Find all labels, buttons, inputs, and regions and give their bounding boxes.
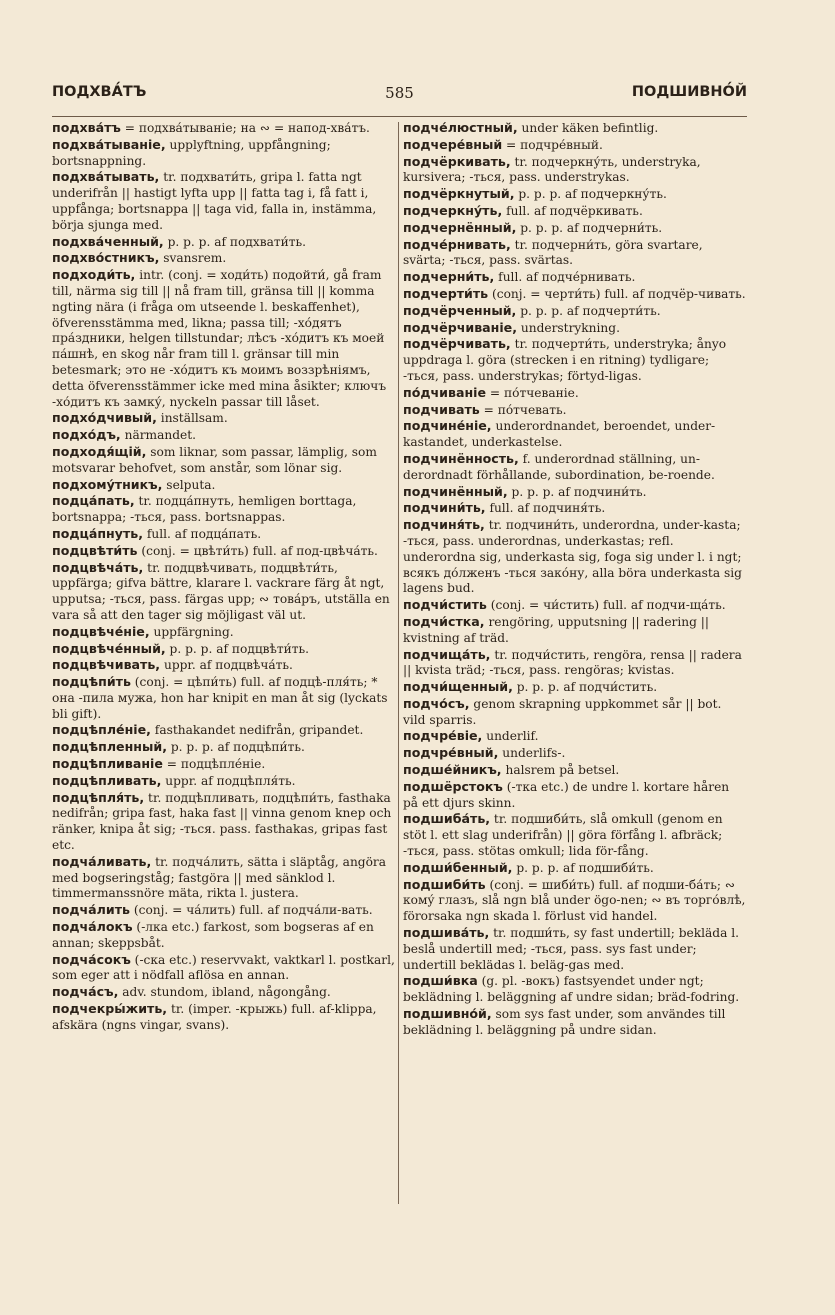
dictionary-entry <box>403 385 747 402</box>
dictionary-entry <box>52 657 396 674</box>
entry-headword: подчекры́жить, <box>52 1001 168 1017</box>
entry-headword: подхво́стникъ, <box>52 250 160 266</box>
entry-definition: p. p. p. af подчи́стить. <box>512 680 658 695</box>
entry-headword: подца́пнуть, <box>52 525 144 541</box>
dictionary-entry <box>403 877 747 925</box>
dictionary-entry <box>52 952 396 985</box>
dictionary-entry <box>52 902 396 919</box>
dictionary-entry <box>52 624 396 641</box>
entry-definition: = по́тчеваніе. <box>486 385 579 400</box>
dictionary-entry <box>52 756 396 773</box>
dictionary-entry <box>403 517 747 597</box>
entry-definition: tr. подцѣпливать, подцѣпи́ть, fasthaka nedifrån; gripa fast, haka fast || vinna genom knep och ränker, knipa åt sig; -ться. pass. fasthakas, gripas fast etc. <box>52 790 392 853</box>
entry-headword: подчивать <box>403 401 480 417</box>
dictionary-entry <box>403 973 747 1006</box>
left-column <box>52 120 396 1034</box>
entry-definition: inställsam. <box>156 411 228 426</box>
dictionary-entry <box>52 526 396 543</box>
entry-definition: p. p. p. af подчерни́ть. <box>516 220 663 235</box>
dictionary-entry <box>52 739 396 756</box>
dictionary-entry <box>52 773 396 790</box>
entry-headword: подхо́дъ, <box>52 427 121 443</box>
entry-headword: подчёркивать, <box>403 153 511 169</box>
entry-headword: подше́йникъ, <box>403 762 502 778</box>
entry-headword: подча́съ, <box>52 984 119 1000</box>
dictionary-entry <box>403 451 747 484</box>
entry-definition: p. p. p. af подшиби́ть. <box>512 860 654 875</box>
entry-definition: = по́тчевать. <box>479 402 567 417</box>
entry-headword: подши́вка <box>403 973 478 989</box>
entry-definition: genom skrapning uppkommet sår || bot. vild sparris. <box>403 696 722 727</box>
entry-definition: = подцѣпле́ніе. <box>162 757 266 772</box>
entry-headword: подцѣпленный, <box>52 739 167 755</box>
entry-headword: подцвѣчивать, <box>52 657 161 673</box>
entry-headword: подчернённый, <box>403 219 517 235</box>
dictionary-entry <box>403 320 747 337</box>
entry-headword: подча́сокъ <box>52 951 131 967</box>
dictionary-entry <box>52 919 396 952</box>
entry-definition: under käken befintlig. <box>517 121 659 135</box>
entry-headword: подчи́щенный, <box>403 679 513 695</box>
dictionary-entry <box>52 543 396 560</box>
entry-headword: подходя́щій, <box>52 443 147 459</box>
dictionary-entry <box>52 267 396 410</box>
entry-definition: full. af подчиня́ть. <box>485 501 606 516</box>
entry-headword: подшёрстокъ <box>403 778 503 794</box>
entry-definition: (conj. = цѣпи́ть) full. af подцѣ-пля́ть; * она -пила мужа, hon har knipit en man åt sig (lyckats bli gift). <box>52 675 388 721</box>
dictionary-entry <box>403 762 747 779</box>
entry-definition: full. af подца́пать. <box>143 526 262 541</box>
dictionary-entry <box>52 250 396 267</box>
dictionary-entry <box>403 120 747 137</box>
entry-definition: p. p. p. af подчерти́ть. <box>516 303 661 318</box>
entry-definition: tr. подцвѣчивать, подцвѣти́ть, uppfärga; gifva bättre, klarare l. vackrare färg åt ngt, upputsa; -ться, pass. färgas upp; ∾ това́ръ, utställa en vara så att den tager sig möjligast väl ut. <box>52 560 390 622</box>
entry-headword: подчини́ть, <box>403 500 486 516</box>
dictionary-entry <box>52 790 396 854</box>
dictionary-entry <box>52 234 396 251</box>
entry-definition: (conj. = черти́ть) full. af подчёр-чивать. <box>488 286 746 301</box>
entry-definition: p. p. p. af подцѣпи́ть. <box>167 740 305 755</box>
dictionary-entry <box>403 679 747 696</box>
dictionary-entry <box>52 560 396 624</box>
entry-definition: p. p. p. af подхвати́ть. <box>163 234 306 249</box>
header-right-guide-word: ПОДШИВНО́Й <box>631 84 747 100</box>
entry-headword: подшиба́ть, <box>403 811 491 827</box>
entry-headword: подхва́тываніе, <box>52 136 166 152</box>
entry-headword: подхва́тъ <box>52 120 121 135</box>
dictionary-entry <box>403 237 747 270</box>
entry-definition: (-ска etc.) reservvakt, vaktkarl l. postkarl, som eger att i nödfall aflösa en annan. <box>52 952 395 983</box>
dictionary-entry <box>403 269 747 286</box>
entry-definition: tr. подчи́стить, rengöra, rensa || radera || kvista träd; -ться, pass. rengöras; kvistas. <box>403 647 742 678</box>
entry-headword: подходи́ть, <box>52 267 136 283</box>
entry-definition: som sys fast under, som användes till beklädning l. beläggning på undre sidan. <box>403 1007 726 1037</box>
dictionary-entry <box>403 500 747 517</box>
dictionary-entry <box>403 597 747 614</box>
entry-headword: подча́ливать, <box>52 853 152 869</box>
entry-definition: tr. подчерни́ть, göra svartare, svärta; -ться, pass. svärtas. <box>403 237 703 268</box>
entry-definition: p. p. p. af подчини́ть. <box>507 484 647 499</box>
entry-definition: (g. pl. -вокъ) fastsyendet under ngt; beklädning l. beläggning af undre sidan; bräd-fodring. <box>403 974 740 1005</box>
entry-definition: tr. (imper. -крыжь) full. af-klippa, afskära (ngns vingar, svans). <box>52 1002 377 1032</box>
dictionary-entry <box>52 477 396 494</box>
dictionary-entry <box>52 493 396 526</box>
entry-definition: uppr. af подцѣпля́ть. <box>161 773 296 788</box>
entry-definition: (conj. = шиби́ть) full. af подши-ба́ть; ∾ кому́ глазъ, slå ngn blå under ögo-nen; ∾ въ торго́влѣ, förorsaka ngn skada l. förlust vid handel. <box>403 877 746 924</box>
dictionary-entry <box>403 303 747 320</box>
entry-headword: подчре́віе, <box>403 728 483 744</box>
entry-definition: uppfärgning. <box>149 624 234 639</box>
entry-headword: подчёрчиваніе, <box>403 319 518 335</box>
entry-headword: подчинённый, <box>403 483 508 499</box>
entry-headword: подхому́тникъ, <box>52 476 163 492</box>
entry-headword: подцѣпи́ть <box>52 674 131 690</box>
entry-definition: adv. stundom, ibland, någongång. <box>118 985 331 1000</box>
entry-definition: tr. подшиби́ть, slå omkull (genom en stöt l. ett slag underifrån) || göra förfång l. afbräck; -ться, pass. stötas omkull; lida för-fång. <box>403 812 723 859</box>
entry-definition: p. p. p. af подцвѣти́ть. <box>165 641 309 656</box>
dictionary-entry <box>403 484 747 501</box>
dictionary-entry <box>403 779 747 812</box>
entry-headword: подцвѣче́нный, <box>52 640 166 656</box>
entry-definition: intr. (conj. = ходи́ть) подойти́, gå fram till, närma sig till || nå fram till, gränsa till || komma ngting nära (i fråga om utseende l. beskaffenhet), öfverensstämma med, likna; passa till; -хо́дятъ пра́здники, helgen tillstundar; лѣсъ -хо́дитъ къ моей па́шнѣ, en skog når fram till l. gränsar till min betesmark; это не -хо́дитъ къ моимъ воззрѣніямъ, detta öfverensstämmer icke med mina åsikter; ключъ -хо́дитъ къ замку́, nyckeln passar till låset. <box>52 268 387 409</box>
entry-headword: подчи́стить <box>403 597 487 613</box>
dictionary-entry <box>403 336 747 384</box>
entry-headword: подча́локъ <box>52 919 133 935</box>
header-rule <box>52 116 747 117</box>
entry-definition: (-лка etc.) farkost, som bogseras af en annan; skeppsbåt. <box>52 920 374 950</box>
entry-headword: подхва́ченный, <box>52 233 164 249</box>
dictionary-entry <box>52 984 396 1001</box>
dictionary-entry <box>403 203 747 220</box>
entry-definition: (conj. = чи́стить) full. af подчи-ща́ть. <box>486 598 726 613</box>
entry-definition: tr. подчини́ть, underordna, under-kasta; -ться, pass. underordnas, underkastas; refl. underordna sig, underkasta sig, foga sig under l. i ngt; всякъ до́лженъ -ться зако́ну, alla böra underkasta sig lagens bud. <box>403 518 742 596</box>
entry-definition: halsrem på betsel. <box>501 763 620 778</box>
page-header <box>52 84 747 106</box>
entry-headword: по́дчиваніе <box>403 384 487 400</box>
entry-headword: подцвѣче́ніе, <box>52 623 150 639</box>
entry-headword: подчеркну́ть, <box>403 202 503 218</box>
dictionary-entry <box>403 402 747 419</box>
entry-definition: närmandet. <box>120 428 196 443</box>
entry-headword: подчища́ть, <box>403 646 491 662</box>
entry-headword: подче́рнивать, <box>403 236 511 252</box>
entry-headword: подчёркнутый, <box>403 186 515 202</box>
entry-headword: подчерти́ть <box>403 285 489 301</box>
entry-definition: (conj. = ча́лить) full. af подча́ли-вать. <box>129 903 373 918</box>
entry-headword: подчёрчивать, <box>403 336 511 352</box>
dictionary-entry <box>52 641 396 658</box>
entry-headword: подчо́съ, <box>403 695 470 711</box>
entry-definition: underlif. <box>482 729 539 744</box>
entry-headword: подшива́ть, <box>403 925 490 941</box>
dictionary-entry <box>403 925 747 973</box>
entry-definition: (-тка etc.) de undre l. kortare håren på ett djurs skinn. <box>403 779 730 810</box>
entry-definition: f. underordnad ställning, un-derordnadt förhållande, subordination, be-roende. <box>403 451 715 482</box>
entry-definition: svansrem. <box>159 251 227 266</box>
entry-headword: подшивно́й, <box>403 1006 492 1022</box>
entry-headword: подчре́вный, <box>403 745 499 761</box>
entry-definition: tr. подчерти́ть, understryka; ånyo uppdraga l. göra (strecken i en ritning) tydligare; -ться, pass. understrykas; förtyd-ligas. <box>403 337 727 383</box>
entry-definition: upplyftning, uppfångning; bortsnappning. <box>52 137 331 168</box>
entry-headword: подши́бенный, <box>403 859 513 875</box>
column-divider <box>398 122 399 1204</box>
entry-definition: tr. подца́пнуть, hemligen borttaga, bortsnappa; -ться, pass. bortsnappas. <box>52 494 357 525</box>
dictionary-entry <box>403 137 747 154</box>
entry-headword: подчиня́ть, <box>403 517 485 533</box>
dictionary-entry <box>52 169 396 233</box>
entry-headword: подчине́ніе, <box>403 418 492 434</box>
entry-definition: understrykning. <box>517 320 620 335</box>
dictionary-entry <box>52 427 396 444</box>
entry-definition: rengöring, upputsning || radering || kvistning af träd. <box>403 614 709 645</box>
dictionary-entry <box>403 186 747 203</box>
entry-definition: full. af подче́рнивать. <box>494 270 636 285</box>
dictionary-entry <box>52 1001 396 1034</box>
dictionary-entry <box>52 137 396 170</box>
dictionary-entry <box>403 154 747 187</box>
entry-headword: подцвѣча́ть, <box>52 559 144 575</box>
entry-definition: fasthakandet nedifrån, gripandet. <box>150 723 364 738</box>
dictionary-entry <box>52 120 396 137</box>
dictionary-entry <box>403 220 747 237</box>
header-left-guide-word: ПОДХВА́ТЪ <box>52 84 147 100</box>
entry-definition: underordnandet, beroendet, under-kastandet, underkastelse. <box>403 419 716 450</box>
dictionary-entry <box>52 722 396 739</box>
dictionary-entry <box>403 728 747 745</box>
entry-definition: selputa. <box>162 477 216 492</box>
entry-headword: подцѣпля́ть, <box>52 789 145 805</box>
dictionary-entry <box>403 418 747 451</box>
dictionary-entry <box>403 811 747 859</box>
entry-headword: подхва́тывать, <box>52 169 160 185</box>
entry-headword: подца́пать, <box>52 493 135 509</box>
entry-definition: uppr. af подцвѣча́ть. <box>160 658 293 673</box>
right-column <box>403 120 747 1039</box>
entry-definition: tr. подши́ть, sy fast undertill; bekläda l. beslå undertill med; -ться, pass. sys fast under; undertill beklädas l. beläg-gas med. <box>403 926 740 972</box>
page-number: 585 <box>385 84 414 102</box>
entry-definition: = подчре́вный. <box>502 137 603 152</box>
entry-headword: подцвѣти́ть <box>52 542 138 558</box>
entry-definition: tr. подча́лить, sätta i släptåg, angöra med bogseringståg; fastgöra || med sänklod l. timmermanssnöre mäta, rikta l. justera. <box>52 854 387 901</box>
dictionary-entry <box>403 696 747 729</box>
entry-definition: (conj. = цвѣти́ть) full. af под-цвѣча́ть. <box>137 543 378 558</box>
entry-headword: подчере́вный <box>403 136 503 152</box>
entry-definition: tr. подхвати́ть, gripa l. fatta ngt underifrån || hastigt lyfta upp || fatta tag i, få fatt i, uppfånga; bortsnappa || taga vid, falla in, instämma, börja sjunga med. <box>52 170 377 232</box>
dictionary-entry <box>403 745 747 762</box>
dictionary-entry <box>403 860 747 877</box>
entry-headword: подчёрченный, <box>403 302 517 318</box>
dictionary-entry <box>403 1006 747 1039</box>
dictionary-entry <box>403 647 747 680</box>
entry-definition: underlifs-. <box>498 746 566 761</box>
dictionary-entry <box>52 444 396 477</box>
dictionary-entry <box>403 286 747 303</box>
entry-headword: подчинённость, <box>403 450 519 466</box>
entry-headword: подцѣпле́ніе, <box>52 722 151 738</box>
entry-definition: full. af подчёркивать. <box>502 203 643 218</box>
dictionary-entry <box>52 674 396 722</box>
entry-headword: подшиби́ть <box>403 876 486 892</box>
dictionary-entry <box>52 854 396 902</box>
entry-definition: p. p. p. af подчеркну́ть. <box>514 187 667 202</box>
entry-definition: som liknar, som passar, lämplig, som motsvarar behofvet, som anstår, som lönar sig. <box>52 444 377 475</box>
entry-headword: подче́люстный, <box>403 120 518 135</box>
entry-definition: = подхва́тываніе; на ∾ = напод-хва́тъ. <box>120 121 370 135</box>
entry-headword: подцѣпливаніе <box>52 756 163 772</box>
entry-definition: tr. подчеркну́ть, understryka, kursivera; -ться, pass. understrykas. <box>403 154 701 185</box>
dictionary-entry <box>52 410 396 427</box>
entry-headword: подчерни́ть, <box>403 269 495 285</box>
entry-headword: подцѣпливать, <box>52 772 162 788</box>
dictionary-entry <box>403 614 747 647</box>
entry-headword: подхо́дчивый, <box>52 410 157 426</box>
entry-headword: подчи́стка, <box>403 613 485 629</box>
entry-headword: подча́лить <box>52 902 130 918</box>
